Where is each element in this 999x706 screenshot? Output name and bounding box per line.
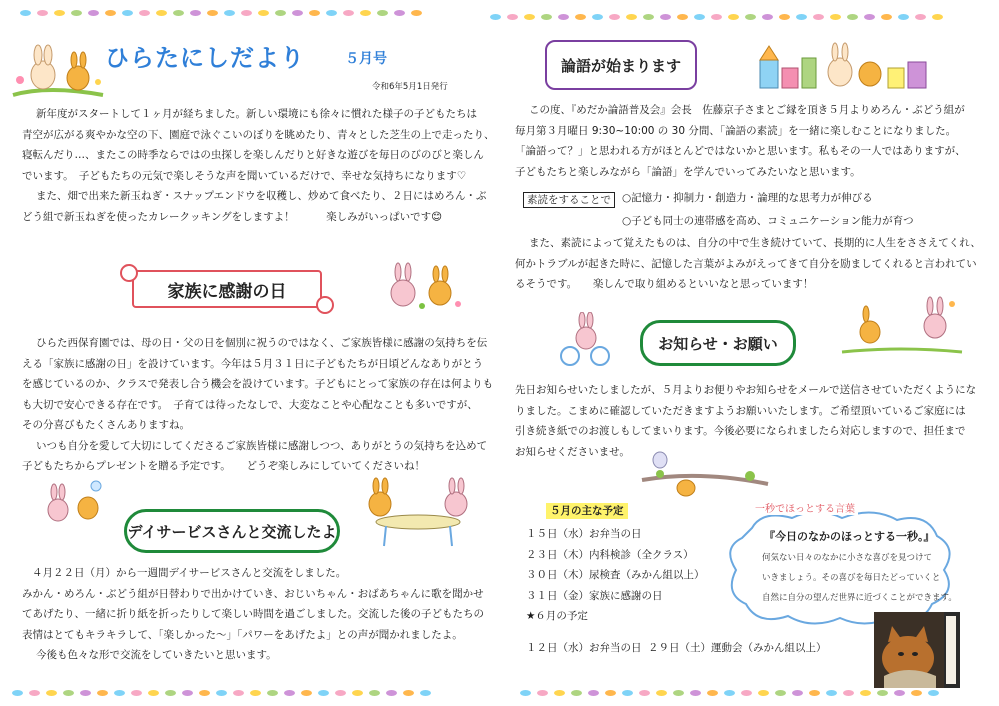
family-heading (132, 270, 322, 308)
border-dot (326, 10, 337, 16)
bunnies-illustration (8, 40, 108, 100)
intro-line: どう組で新玉ねぎを使ったカレークッキングをしますよ！ 楽しみがいっぱいです😊 (22, 210, 443, 223)
border-dot (796, 14, 807, 20)
border-dot (241, 10, 252, 16)
notice-line: 先日お知らせいたしましたが、５月よりお便りやお知らせをメールで送信させていただくようにな (515, 384, 977, 396)
schedule-june-item-1: １２日（水）お弁当の日 (526, 642, 642, 654)
border-dot (131, 690, 142, 696)
family-line: ひらた西保育園では、母の日・父の日を個別に祝うのではなく、ご家族皆様に感謝の気持ちを伝 (36, 337, 488, 349)
rongo-line: 毎月第３月曜日 9:30~10:00 の 30 分間、「論語の素読」を一緒に楽しむことになりました。 (515, 124, 957, 137)
border-dot (745, 14, 756, 20)
family-text (22, 333, 493, 477)
bunnies-flowers-illustration (378, 258, 468, 313)
schedule-june-heading: ★６月の予定 (526, 610, 588, 622)
intro-line: 寝転んだり…、またこの時季ならではの虫探しを楽しんだりと好きな遊びを毎日のびのびと楽しん (22, 149, 484, 161)
notice-heading-text: お知らせ・お願い (658, 334, 778, 353)
border-dot (677, 14, 688, 20)
border-dot (779, 14, 790, 20)
border-dot (139, 10, 150, 16)
border-dot (309, 10, 320, 16)
tea-party-illustration (358, 476, 478, 548)
border-dot (809, 690, 820, 696)
border-dot (558, 14, 569, 20)
border-dot (114, 690, 125, 696)
family-line: いつも自分を愛して大切にしてくださるご家族皆様に感謝しつつ、ありがとうの気持ちを込めて (36, 439, 488, 452)
border-dot (301, 690, 312, 696)
border-dot (622, 690, 633, 696)
border-dot (639, 690, 650, 696)
border-dot (792, 690, 803, 696)
issue-label: ５月号 (345, 51, 387, 67)
border-dot (537, 690, 548, 696)
border-dot (656, 690, 667, 696)
cat-photo (874, 612, 960, 688)
border-dot (588, 690, 599, 696)
rongo-line: 「論語って？」と思われる方がほとんどではないかと思います。私もその一人ではありますが、 (515, 145, 966, 157)
dayservice-heading-text: デイサービスさんと交流したよ (127, 522, 337, 541)
ribbon-curl-left (120, 264, 138, 282)
border-dot (690, 690, 701, 696)
rongo-heading (545, 40, 697, 90)
newsletter-title: ひらたにしだより (105, 44, 305, 72)
border-dot (80, 690, 91, 696)
schedule-item: ２３日（木）内科検診（全クラス） (526, 548, 694, 561)
border-dot (860, 690, 871, 696)
border-dot (660, 14, 671, 20)
border-dot (97, 690, 108, 696)
bunny-bicycle-illustration (556, 312, 616, 368)
family-line: も大切で安心できる存在です。 子育ては待ったなしで、大変なことや心配なことも多いですが、 (22, 398, 478, 411)
border-dot (826, 690, 837, 696)
intro-text (22, 104, 495, 227)
border-dot (71, 10, 82, 16)
border-dot (877, 690, 888, 696)
schedule-item: ３１日（金）家族に感謝の日 (526, 589, 663, 602)
rongo-line: この度、『めだか論語普及会』会長 佐藤京子さまとご縁を頂き５月よりめろん・ぶどう組が (529, 104, 965, 116)
border-dot (758, 690, 769, 696)
border-dot (894, 690, 905, 696)
border-dot (267, 690, 278, 696)
dayservice-line: 表情はとてもキラキラして、「楽しかった～」「パワーをあげたよ」との声が聞かれましたよ。 (22, 628, 463, 641)
quote-line: 何気ない日々のなかに小さな喜びを見つけて (762, 553, 933, 563)
border-dot (258, 10, 269, 16)
border-dot (156, 10, 167, 16)
border-dot (292, 10, 303, 16)
rongo-line-2: また、素読によって覚えたものは、自分の中で生き続けていて、長期的に人生をささえてくれ、 (529, 237, 981, 249)
border-dot (54, 10, 65, 16)
notice-line: お知らせくださいませ。 (515, 445, 630, 458)
bunnies-branch-illustration (640, 450, 770, 498)
border-dot (843, 690, 854, 696)
intro-line: でいます。 子どもたちの元気で楽しそうな声を聞いているだけで、幸せな気持ちになります♡ (22, 169, 467, 182)
border-dot (694, 14, 705, 20)
family-line: その分喜びもたくさんありますね。 (22, 419, 190, 431)
border-dot (520, 690, 531, 696)
rongo-heading-text: 論語が始まります (560, 56, 681, 75)
border-dot (37, 10, 48, 16)
border-dot (490, 14, 501, 20)
border-dot (63, 690, 74, 696)
rongo-text-2 (515, 233, 981, 295)
family-line: 子どもたちからプレゼントを贈る予定です。 どうぞ楽しみにしていてくださいね！ (22, 460, 425, 472)
issue-date: 令和6年5月1日発行 (372, 82, 448, 92)
border-dot (233, 690, 244, 696)
border-dot (813, 14, 824, 20)
border-dot (911, 690, 922, 696)
border-dot (122, 10, 133, 16)
quote-text (762, 548, 957, 608)
border-dot (275, 10, 286, 16)
dayservice-heading (124, 509, 340, 553)
border-dot (29, 690, 40, 696)
border-dot (250, 690, 261, 696)
border-dot (190, 10, 201, 16)
border-dot (830, 14, 841, 20)
family-heading-text: 家族に感謝の日 (167, 281, 287, 302)
border-dot (343, 10, 354, 16)
notice-heading (640, 320, 796, 366)
border-dot (575, 14, 586, 20)
rongo-line: 子どもたちと楽しみながら「論語」を学んでいってみたいなと思います。 (515, 165, 861, 178)
bunnies-running-illustration (840, 296, 965, 356)
dayservice-text (22, 563, 484, 666)
border-dot (728, 14, 739, 20)
toy-blocks-illustration (758, 40, 936, 90)
border-dot (165, 690, 176, 696)
border-dot (88, 10, 99, 16)
border-dot (148, 690, 159, 696)
schedule-list (526, 524, 705, 627)
border-dot (626, 14, 637, 20)
border-dot (554, 690, 565, 696)
border-dot (420, 690, 431, 696)
quote-line: いきましょう。その喜びを毎日たどっていくと (762, 573, 941, 583)
border-dot (711, 14, 722, 20)
rongo-line-2: るそうです。 楽しんで取り組めるといいなと思っています！ (515, 278, 814, 290)
intro-line: 新年度がスタートして１ヶ月が経ちました。新しい環境にも徐々に慣れた様子の子どもたちは (36, 108, 477, 120)
dot-border-top-right (490, 14, 943, 20)
border-dot (386, 690, 397, 696)
border-dot (199, 690, 210, 696)
border-dot (932, 14, 943, 20)
rongo-benefit-1: ○記憶力・抑制力・創造力・論理的な思考力が伸びる (622, 192, 873, 204)
border-dot (762, 14, 773, 20)
border-dot (898, 14, 909, 20)
intro-line: また、畑で出来た新玉ねぎ・スナップエンドウを収穫し、炒めて食べたり、２日にはめろん・ぶ (36, 190, 487, 202)
border-dot (369, 690, 380, 696)
border-dot (915, 14, 926, 20)
border-dot (20, 10, 31, 16)
border-dot (207, 10, 218, 16)
border-dot (741, 690, 752, 696)
bunny-balloon-illustration (38, 478, 108, 528)
border-dot (881, 14, 892, 20)
border-dot (352, 690, 363, 696)
quote-title: 『今日のなかのほっとする一秒。』 (764, 530, 935, 543)
notice-line: りました。こまめに確認していただきますようお願いいたします。ご希望頂いているご家庭には (515, 404, 966, 417)
border-dot (284, 690, 295, 696)
border-dot (864, 14, 875, 20)
border-dot (605, 690, 616, 696)
dayservice-line: ４月２２日（月）から一週間デイサービスさんと交流をしました。 (32, 567, 347, 579)
border-dot (643, 14, 654, 20)
border-dot (394, 10, 405, 16)
ribbon-curl-right (316, 296, 334, 314)
border-dot (541, 14, 552, 20)
border-dot (105, 10, 116, 16)
border-dot (360, 10, 371, 16)
schedule-item: １５日（水）お弁当の日 (526, 528, 642, 540)
border-dot (847, 14, 858, 20)
border-dot (524, 14, 535, 20)
dot-border-bottom-right (520, 690, 939, 696)
dayservice-line: 今後も色々な形で交流をしていきたいと思います。 (36, 649, 277, 661)
dayservice-line: てあげたり、一緒に折り紙を折ったりして楽しい時間を過ごしました。交流した後の子どもたちの (22, 608, 484, 620)
family-line: える「家族に感謝の日」を設けています。今年は５月３１日に子どもたちが日頃どんなありがとう (22, 357, 484, 370)
border-dot (216, 690, 227, 696)
rongo-benefit-2: ○子ども同士の連帯感を高め、コミュニケーション能力が育つ (622, 215, 914, 227)
schedule-heading: ５月の主な予定 (546, 503, 628, 519)
border-dot (12, 690, 23, 696)
border-dot (673, 690, 684, 696)
border-dot (46, 690, 57, 696)
schedule-june-item-2: ２９日（土）運動会（みかん組以上） (648, 642, 827, 654)
rongo-text (515, 100, 966, 182)
border-dot (724, 690, 735, 696)
notice-line: 引き続き紙でのお渡しもしてまいります。今後必要になられましたら対応しますので、担任まで (515, 425, 966, 437)
sodoku-label: 素読をすることで (523, 192, 615, 208)
border-dot (377, 10, 388, 16)
dot-border-bottom-left (12, 690, 431, 696)
quote-heading: 一秒でほっとする言葉 (752, 500, 858, 515)
border-dot (411, 10, 422, 16)
border-dot (173, 10, 184, 16)
border-dot (403, 690, 414, 696)
family-line: を感じているのか、クラスで発表し合う機会を設けています。子どもにとって家族の存在は何よりも (22, 378, 494, 390)
border-dot (507, 14, 518, 20)
rongo-line-2: 何かトラブルが起きた時に、記憶した言葉がよみがえってきて自分を励ましてくれると言われてい (515, 257, 977, 270)
border-dot (609, 14, 620, 20)
border-dot (182, 690, 193, 696)
border-dot (318, 690, 329, 696)
border-dot (224, 10, 235, 16)
border-dot (335, 690, 346, 696)
intro-line: 青空が広がる爽やかな空の下、園庭で泳ぐこいのぼりを眺めたり、青々とした芝生の上で走ったり、 (22, 128, 495, 141)
border-dot (592, 14, 603, 20)
dayservice-line: みかん・めろん・ぶどう組が日替わりで出かけていき、おじいちゃん・おばあちゃんに歌を聞かせ (22, 587, 484, 600)
dot-border-top-left (20, 10, 422, 16)
schedule-item: ３０日（木）尿検査（みかん組以上） (526, 569, 705, 581)
border-dot (571, 690, 582, 696)
border-dot (775, 690, 786, 696)
border-dot (928, 690, 939, 696)
quote-line: 自然に自分の望んだ世界に近づくことができます。 (762, 593, 957, 603)
border-dot (707, 690, 718, 696)
